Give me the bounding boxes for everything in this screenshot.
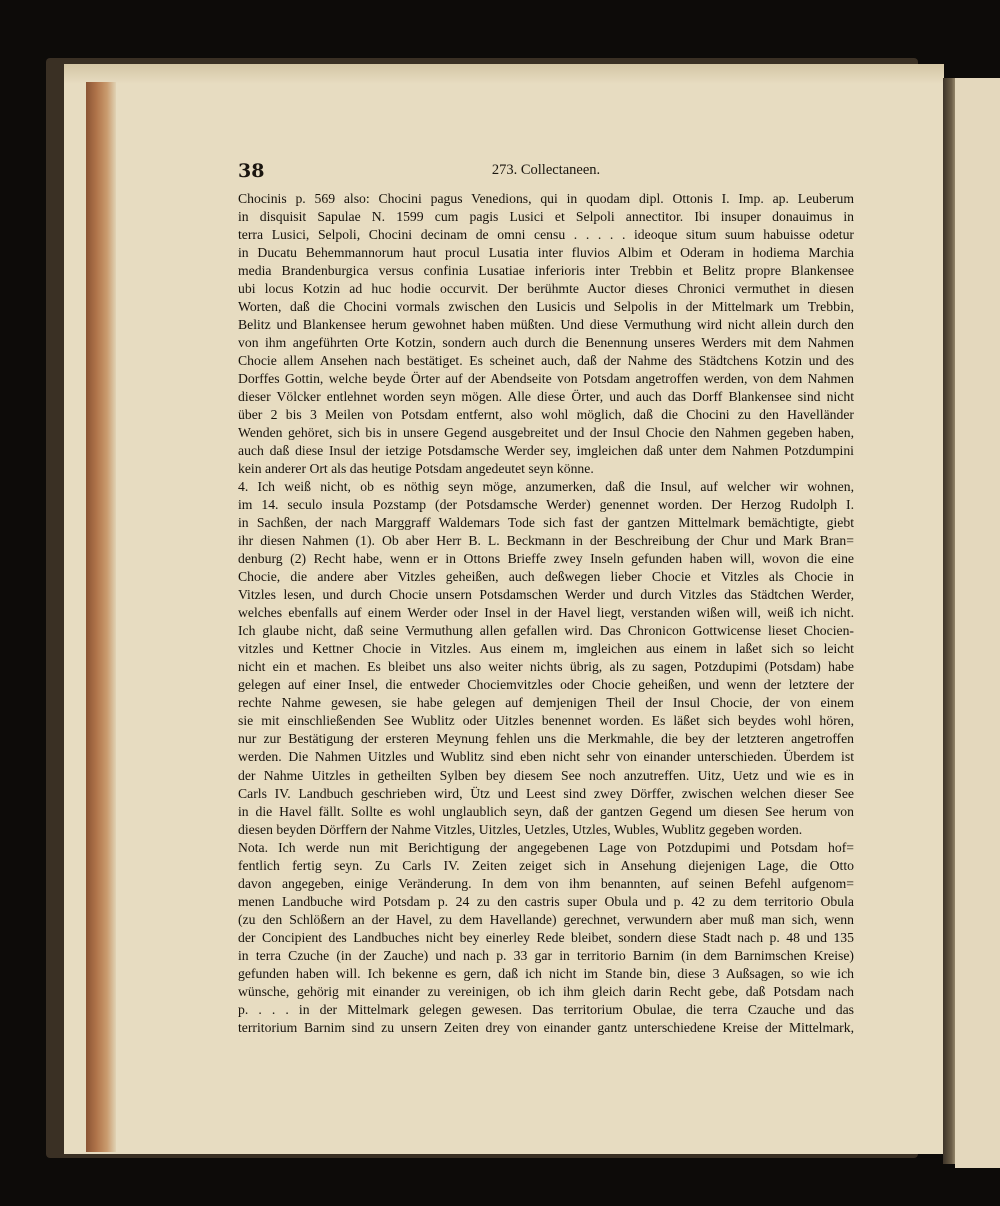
text-line: Chocie allem Ansehen nach bestätiget. Es scheinet auch, daß der Nahme des Städtchens Kotzin und des (238, 353, 854, 369)
text-line: Vitzles lesen, und durch Chocie unsern Potsdamschen Werder und durch Vitzles das Städtchen Werder, (238, 587, 854, 603)
text-line: ubi locus Kotzin ad huc hodie occurvit. Der berühmte Auctor dieses Chronici vermuthet in diesen (238, 281, 854, 297)
text-line: welches ebenfalls auf einem Werder oder Insel in der Havel liegt, verstanden wißen will, weiß ich nicht. (238, 605, 854, 621)
text-line: im 14. seculo insula Pozstamp (der Potsdamsche Werder) genennet worden. Der Herzog Rudolph I. (238, 497, 854, 513)
page-header (238, 160, 854, 184)
body-text (238, 190, 854, 1037)
text-line: Carls IV. Landbuch geschrieben wird, Ütz und Leest sind zwey Dörffer, zwischen welchen dieser See (238, 785, 854, 801)
page-stack-edge (86, 82, 116, 1152)
page-top-edge (64, 64, 944, 84)
text-line: Ich glaube nicht, daß seine Vermuthung allen gefallen wird. Das Chronicon Gottwicense lieset Chocien- (238, 623, 854, 639)
text-line: in Sachßen, der nach Marggraff Waldemars Tode sich fast der gantzen Mittelmark bemächtigte, giebt (238, 515, 854, 531)
text-line: davon angegeben, einige Veränderung. In dem von ihm benannten, auf seinen Befehl aufgenom= (238, 875, 854, 891)
text-line: vitzles und Kettner Chocie in Vitzles. Aus einem m, imgleichen aus einem in laßet sich so leicht (238, 641, 854, 657)
text-line: Worten, daß die Chocini vormals zwischen den Lusicis und Selpolis in der Mittelmark um Trebbin, (238, 299, 854, 315)
text-line: von ihm angeführten Orte Kotzin, sondern auch durch die Benennung unseres Werders mit dem Nahmen (238, 335, 854, 351)
text-line: menen Landbuche wird Potsdam p. 24 zu den castris super Obula und p. 42 zu dem territorio Obula (238, 893, 854, 909)
text-line: gelegen auf einer Insel, die entweder Chociemvitzles oder Chocie geheißen, und wenn der letztere der (238, 677, 854, 693)
text-line: in die Havel fällt. Sollte es wohl unglaublich seyn, daß der gantzen Gegend um diesen See herum von (238, 803, 854, 819)
text-line: sie mit einschließenden See Wublitz oder Uitzles benennet worden. Es läßet sich beydes wohl hören, (238, 713, 854, 729)
text-line: wünsche, gehörig mit einander zu vereinigen, ob ich ihm gleich darin Recht gebe, daß Potsdam nach (238, 983, 854, 999)
text-line: fentlich fertig seyn. Zu Carls IV. Zeiten zeiget sich in Ansehung diejenigen Lage, die Otto (238, 857, 854, 873)
text-line: werden. Die Nahmen Uitzles und Wublitz sind eben nicht sehr von einander unterschieden. Überdem ist (238, 749, 854, 765)
facing-page (955, 78, 1000, 1168)
text-line: denburg (2) Recht habe, wenn er in Ottons Brieffe zwey Inseln gefunden haben will, wovon die eine (238, 551, 854, 567)
text-line: Nota. Ich werde nun mit Berichtigung der angegebenen Lage von Potzdupimi und Potsdam hof= (238, 839, 854, 855)
text-line: diesen beyden Dörffern der Nahme Vitzles, Uitzles, Uetzles, Utzles, Wubles, Wublitz gegeben worden. (238, 821, 803, 837)
text-line: der Concipient des Landbuches nicht bey einerley Rede bleibet, sondern diese Stadt nach p. 48 und 135 (238, 929, 854, 945)
text-line: in terra Czuche (in der Zauche) und nach p. 33 gar in territorio Barnim (in dem Barnimschen Kreise) (238, 947, 854, 963)
text-line: auch daß diese Insul der ietzige Potsdamsche Werder sey, imgleichen daß unter dem Nahmen Potzdumpini (238, 443, 854, 459)
text-line: über 2 bis 3 Meilen von Potsdam entfernt, also wohl möglich, daß die Chocini zu den Havelländer (238, 407, 854, 423)
running-head: 273. Collectaneen. (491, 162, 601, 178)
text-line: territorium Barnim sind zu unsern Zeiten drey von einander gantz unterschiedene Kreise der Mittelmark, (238, 1019, 854, 1035)
text-line: gefunden haben will. Ich bekenne es gern, daß ich nicht im Stande bin, diese 3 Außsagen, so wie ich (238, 965, 854, 981)
text-line: rechte Nahme gewesen, sie habe gelegen auf demjenigen Theil der Insul Chocie, der von einem (238, 695, 854, 711)
text-line: (zu den Schlößern an der Havel, zu dem Havellande) gerechnet, verwundern aber muß man sich, wenn (238, 911, 854, 927)
text-line: Chocie, die andere aber Vitzles geheißen, auch deßwegen lieber Chocie et Vitzles als Chocie in (238, 569, 854, 585)
text-line: ihr diesen Nahmen (1). Ob aber Herr B. L. Beckmann in der Beschreibung der Chur und Mark Bran= (238, 533, 854, 549)
text-line: nicht ein et machen. Es bleibet uns also weiter nichts übrig, als zu sagen, Potzdupimi (Potsdam) habe (238, 659, 854, 675)
text-line: in disquisit Sapulae N. 1599 cum pagis Lusici et Selpoli annectitor. Ibi insuper donauimus in (238, 209, 854, 225)
text-line: terra Lusici, Selpoli, Chocini decinam de omni censu . . . . . ideoque situm suum habuisse odetur (238, 227, 854, 243)
text-line: in Ducatu Behemmannorum haut procul Lusatia inter fluvios Albim et Oderam in hodiema Marchia (238, 245, 854, 261)
text-line: Chocinis p. 569 also: Chocini pagus Venedions, qui in quodam dipl. Ottonis I. Imp. ap. Leuberum (238, 191, 854, 206)
text-line: nur zur Bestätigung der ersteren Meynung fehlen uns die Merkmahle, die bey der letzteren angetroffen (238, 731, 854, 747)
text-line: Wenden gehöret, sich bis in unsere Gegend ausgebreitet und der Insul Chocie den Nahmen gegeben haben, (238, 425, 854, 441)
text-line: der Nahme Uitzles in getheilten Sylben bey diesem See noch anzutreffen. Uitz, Uetz und wie es in (238, 767, 854, 783)
page-number: 38 (238, 160, 265, 182)
text-line: p. . . . in der Mittelmark gelegen gewesen. Das territorium Obulae, die terra Czauche und das (238, 1001, 854, 1017)
text-line: Belitz und Blankensee herum gewohnet haben müßten. Und diese Vermuthung wird nicht allein durch den (238, 317, 854, 333)
text-line: 4. Ich weiß nicht, ob es nöthig seyn möge, anzumerken, daß die Insul, auf welcher wir wohnen, (238, 479, 854, 495)
text-line: kein anderer Ort als das heutige Potsdam angedeutet seyn könne. (238, 461, 594, 477)
text-line: media Brandenburgica versus confinia Lusatiae inferioris inter Trebbin et Belitz propre Blankensee (238, 263, 854, 279)
text-line: Dorffes Gottin, welche beyde Örter auf der Abendseite von Potsdam angetroffen werden, von dem Nahmen (238, 371, 854, 387)
text-line: dieser Völcker entlehnet worden seyn mögen. Alle diese Örter, und auch das Dorff Blankensee sind nicht (238, 389, 854, 405)
